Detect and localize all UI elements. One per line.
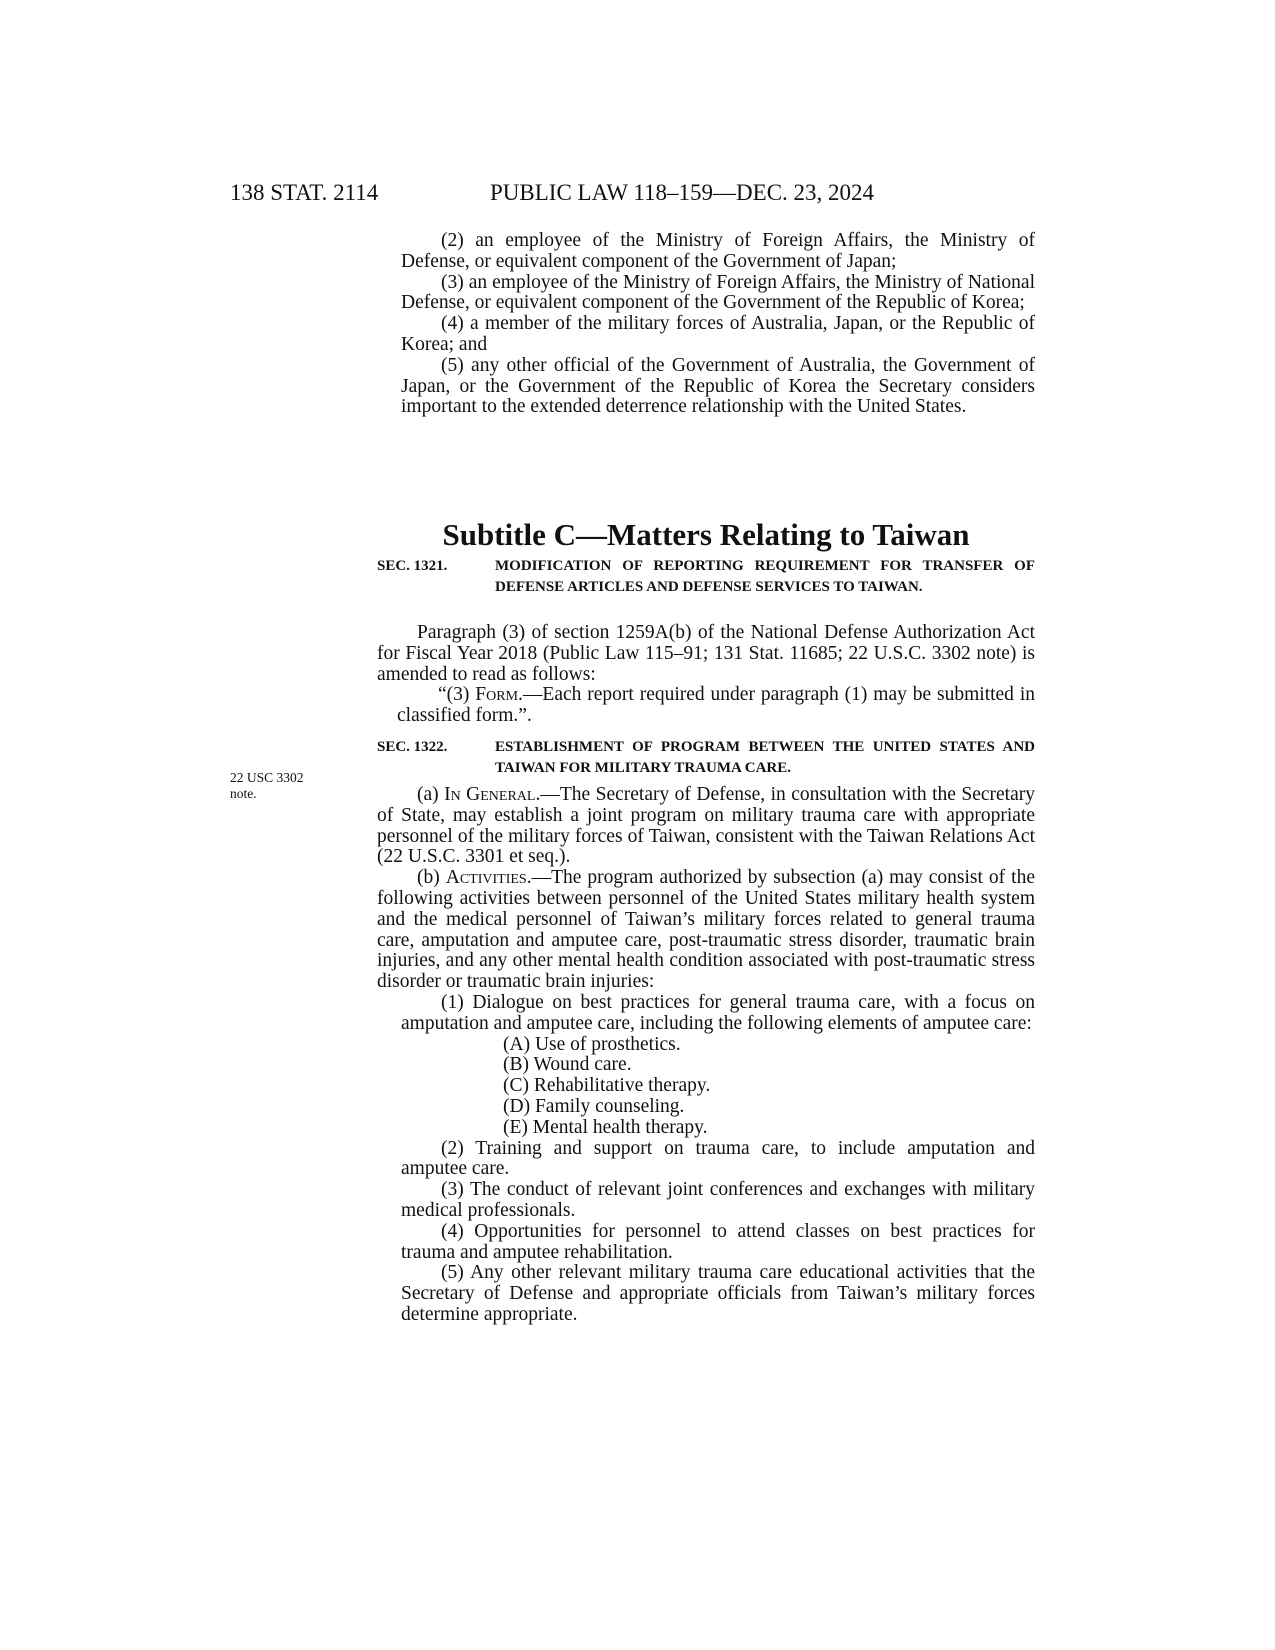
subsection-body: .—The Secretary of Defense, in consultation with the Secretary of State, may establish a joint program on military trauma care with appropriate personnel of the military forces of Taiwan, consistent with the Taiwan Relations Act (22 U.S.C. 3301 et seq.).	[377, 784, 1035, 868]
section-title: MODIFICATION OF REPORTING REQUIREMENT FOR TRANSFER OF DEFENSE ARTICLES AND DEFENSE SERVICES TO TAIWAN.	[495, 558, 1035, 595]
sub-list-item: (E) Mental health therapy.	[503, 1116, 708, 1138]
quote-body: .—Each report required under paragraph (1) may be submitted in classified form.”.	[397, 684, 1035, 727]
subsection-heading: Activities	[445, 867, 527, 889]
subsection-heading: In General	[444, 784, 536, 805]
sub-list-item: (A) Use of prosthetics.	[503, 1033, 681, 1055]
section-1321-body	[377, 623, 1035, 727]
margin-note: 22 USC 3302 note.	[230, 770, 304, 801]
section-number: SEC. 1322.	[377, 739, 448, 755]
list-item: (4) Opportunities for personnel to attend classes on best practices for trauma and amputee rehabilitation.	[401, 1220, 1035, 1263]
list-item: (4) a member of the military forces of Australia, Japan, or the Republic of Korea; and	[401, 313, 1035, 355]
paragraph-heading: Form	[475, 684, 519, 706]
subsection-b	[377, 868, 1035, 993]
list-item: (3) The conduct of relevant joint conferences and exchanges with military medical professionals.	[401, 1179, 1035, 1221]
list-item: (3) an employee of the Ministry of Foreign Affairs, the Ministry of National Defense, or equivalent component of the Government of the Republic of Korea;	[401, 271, 1035, 314]
quote-prefix: “(3)	[438, 684, 476, 706]
sub-list-item: (B) Wound care.	[503, 1054, 632, 1076]
quoted-amendment	[377, 685, 1035, 727]
subtitle-heading: Subtitle C—Matters Relating to Taiwan	[442, 517, 970, 552]
list-item: (2) Training and support on trauma care, to include amputation and amputee care.	[401, 1137, 1035, 1180]
sub-list-item: (C) Rehabilitative therapy.	[503, 1075, 711, 1097]
list-item: (1) Dialogue on best practices for general trauma care, with a focus on amputation and amputee care, including the following elements of amputee care:	[401, 991, 1035, 1034]
subsection-prefix: (a)	[417, 784, 445, 805]
section-number: SEC. 1321.	[377, 558, 448, 574]
subsection-a	[377, 785, 1035, 868]
section-1322-heading	[377, 737, 1035, 778]
statute-page-number: 138 STAT. 2114	[230, 180, 379, 205]
list-item: (5) Any other relevant military trauma care educational activities that the Secretary of Defense and appropriate officials from Taiwan’s military forces determine appropriate.	[401, 1262, 1035, 1325]
subsection-body: .—The program authorized by subsection (a) may consist of the following activities between personnel of the United States military health system and the medical personnel of Taiwan’s military forces related to general trauma care, amputation and amputee care, post-traumatic stress disorder, traumatic brain injuries, and any other mental health condition associated with post-traumatic stress disorder or traumatic brain injuries:	[377, 867, 1035, 993]
section-paragraph: Paragraph (3) of section 1259A(b) of the National Defense Authorization Act for Fiscal Year 2018 (Public Law 115–91; 131 Stat. 11685; 22 U.S.C. 3302 note) is amended to read as follows:	[377, 622, 1035, 685]
section-1322-body	[377, 785, 1035, 1326]
sub-list-item: (D) Family counseling.	[503, 1095, 685, 1117]
list-item: (5) any other official of the Government of Australia, the Government of Japan, or the Government of the Republic of Korea the Secretary considers important to the extended deterrence relationship with the United States.	[401, 354, 1035, 418]
section-title: ESTABLISHMENT OF PROGRAM BETWEEN THE UNITED STATES AND TAIWAN FOR MILITARY TRAUMA CARE.	[495, 739, 1035, 776]
continued-list	[377, 231, 1035, 418]
running-header: PUBLIC LAW 118–159—DEC. 23, 2024	[490, 180, 875, 205]
section-1321-heading	[377, 556, 1035, 597]
subsection-prefix: (b)	[417, 867, 446, 889]
list-item: (2) an employee of the Ministry of Foreign Affairs, the Ministry of Defense, or equivalent component of the Government of Japan;	[401, 230, 1035, 272]
